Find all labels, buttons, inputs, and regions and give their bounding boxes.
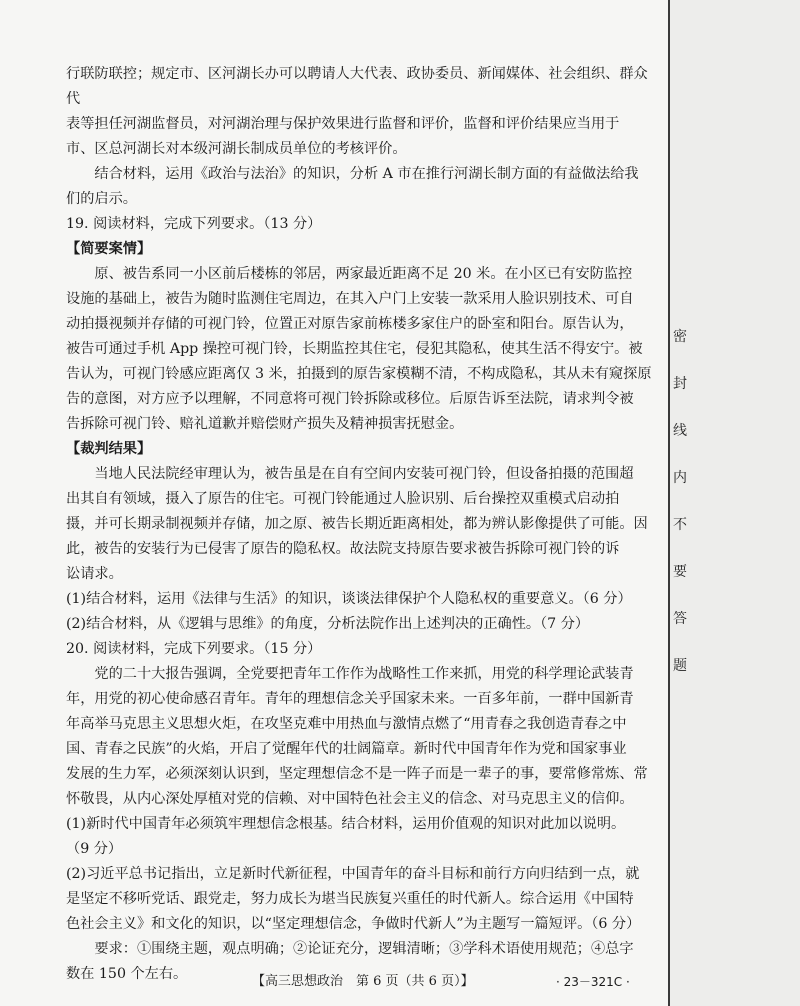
case-line: 告拆除可视门铃、赔礼道歉并赔偿财产损失及精神损害抚慰金。 <box>66 416 464 432</box>
q20-sub2-line: 色社会主义》和文化的知识，以“坚定理想信念，争做时代新人”为主题写一篇短评。（6 分） <box>66 916 641 932</box>
seal-char: 密 <box>673 329 687 345</box>
case-line: 原、被告系同一小区前后楼栋的邻居，两家最近距离不足 20 米。在小区已有安防监控 <box>94 266 633 282</box>
seal-char: 线 <box>673 423 687 439</box>
seal-char: 答 <box>673 611 687 627</box>
page-footer <box>0 970 668 994</box>
seal-warning-text <box>672 330 688 706</box>
result-line: 当地人民法院经审理认为，被告虽是在自有空间内安装可视门铃，但设备拍摄的范围超 <box>94 466 634 482</box>
case-section-title: 【简要案情】 <box>66 241 152 257</box>
q20-sub1: (1)新时代中国青年必须筑牢理想信念根基。结合材料，运用价值观的知识对此加以说明。 <box>66 816 626 832</box>
result-section-title: 【裁判结果】 <box>66 441 152 457</box>
intro-line: 市、区总河湖长对本级河湖长制成员单位的考核评价。 <box>66 141 407 157</box>
q20-material-line: 发展的生力军，必须深刻认识到，坚定理想信念不是一阵子而是一辈子的事，要常修常炼、常 <box>66 766 648 782</box>
q20-material-line: 国、青春之民族”的火焰，开启了觉醒年代的壮阔篇章。新时代中国青年作为党和国家事业 <box>66 741 627 757</box>
q20-material-line: 年高举马克思主义思想火炬，在攻坚克难中用热血与激情点燃了“用青春之我创造青春之中 <box>66 716 627 732</box>
footer-page-label: 【高三思想政治 第 6 页（共 6 页）】 <box>252 974 474 989</box>
q20-material-line: 怀敬畏，从内心深处厚植对党的信赖、对中国特色社会主义的信念、对马克思主义的信仰。 <box>66 791 634 807</box>
case-line: 告的意图，对方应予以理解，不同意将可视门铃拆除或移位。后原告诉至法院，请求判令被 <box>66 391 634 407</box>
q20-heading: 20. 阅读材料，完成下列要求。（15 分） <box>66 641 322 657</box>
seal-char: 题 <box>673 658 687 674</box>
seal-char: 内 <box>673 470 687 486</box>
q19-sub2: (2)结合材料，从《逻辑与思维》的角度，分析法院作出上述判决的正确性。（7 分） <box>66 616 590 632</box>
q19-sub1: (1)结合材料，运用《法律与生活》的知识，谈谈法律保护个人隐私权的重要意义。（6 分） <box>66 591 632 607</box>
q20-material-line: 党的二十大报告强调，全党要把青年工作作为战略性工作来抓，用党的科学理论武装青 <box>94 666 634 682</box>
intro-line: 表等担任河湖监督员，对河湖治理与保护效果进行监督和评价，监督和评价结果应当用于 <box>66 116 620 132</box>
result-line: 此，被告的安装行为已侵害了原告的隐私权。故法院支持原告要求被告拆除可视门铃的诉 <box>66 541 620 557</box>
footer-exam-code: · 23－321C · <box>556 975 630 989</box>
case-line: 动拍摄视频并存储的可视门铃，位置正对原告家前栋楼多家住户的卧室和阳台。原告认为， <box>66 316 634 332</box>
q20-requirement-line: 数在 150 个左右。 <box>66 966 188 982</box>
q20-requirement-line: 要求：①围绕主题，观点明确；②论证充分，逻辑清晰；③学科术语使用规范；④总字 <box>94 941 634 957</box>
seal-char: 要 <box>673 564 687 580</box>
result-line: 摄，并可长期录制视频并存储，加之原、被告长期近距离相处，都为辨认影像提供了可能。因 <box>66 516 648 532</box>
case-line: 告认为，可视门铃感应距离仅 3 米，拍摄到的原告家模糊不清，不构成隐私，其从未有窥探原 <box>66 366 652 382</box>
q20-material-line: 年，用党的初心使命感召青年。青年的理想信念关乎国家未来。一百多年前，一群中国新青 <box>66 691 634 707</box>
q18-prompt-line: 们的启示。 <box>66 191 137 207</box>
seal-margin <box>670 0 800 1006</box>
result-line: 讼请求。 <box>66 566 123 582</box>
q20-sub2-line: 是坚定不移听党话、跟党走，努力成长为堪当民族复兴重任的时代新人。综合运用《中国特 <box>66 891 634 907</box>
intro-line: 行联防联控；规定市、区河湖长办可以聘请人大代表、政协委员、新闻媒体、社会组织、群众代 <box>66 66 648 107</box>
q19-heading: 19. 阅读材料，完成下列要求。（13 分） <box>66 216 322 232</box>
q20-sub1-score: （9 分） <box>66 841 123 857</box>
page-content <box>66 62 656 987</box>
seal-char: 不 <box>673 517 687 533</box>
q18-prompt-line: 结合材料，运用《政治与法治》的知识，分析 A 市在推行河湖长制方面的有益做法给我 <box>94 166 639 182</box>
seal-char: 封 <box>673 376 687 392</box>
result-line: 出其自有领域，摄入了原告的住宅。可视门铃能通过人脸识别、后台操控双重模式启动拍 <box>66 491 620 507</box>
q20-sub2-line: (2)习近平总书记指出，立足新时代新征程，中国青年的奋斗目标和前行方向归结到一点，就 <box>66 866 640 882</box>
case-line: 设施的基础上，被告为随时监测住宅周边，在其入户门上安装一款采用人脸识别技术、可自 <box>66 291 634 307</box>
case-line: 被告可通过手机 App 操控可视门铃，长期监控其住宅，侵犯其隐私，使其生活不得安宁。被 <box>66 341 643 357</box>
